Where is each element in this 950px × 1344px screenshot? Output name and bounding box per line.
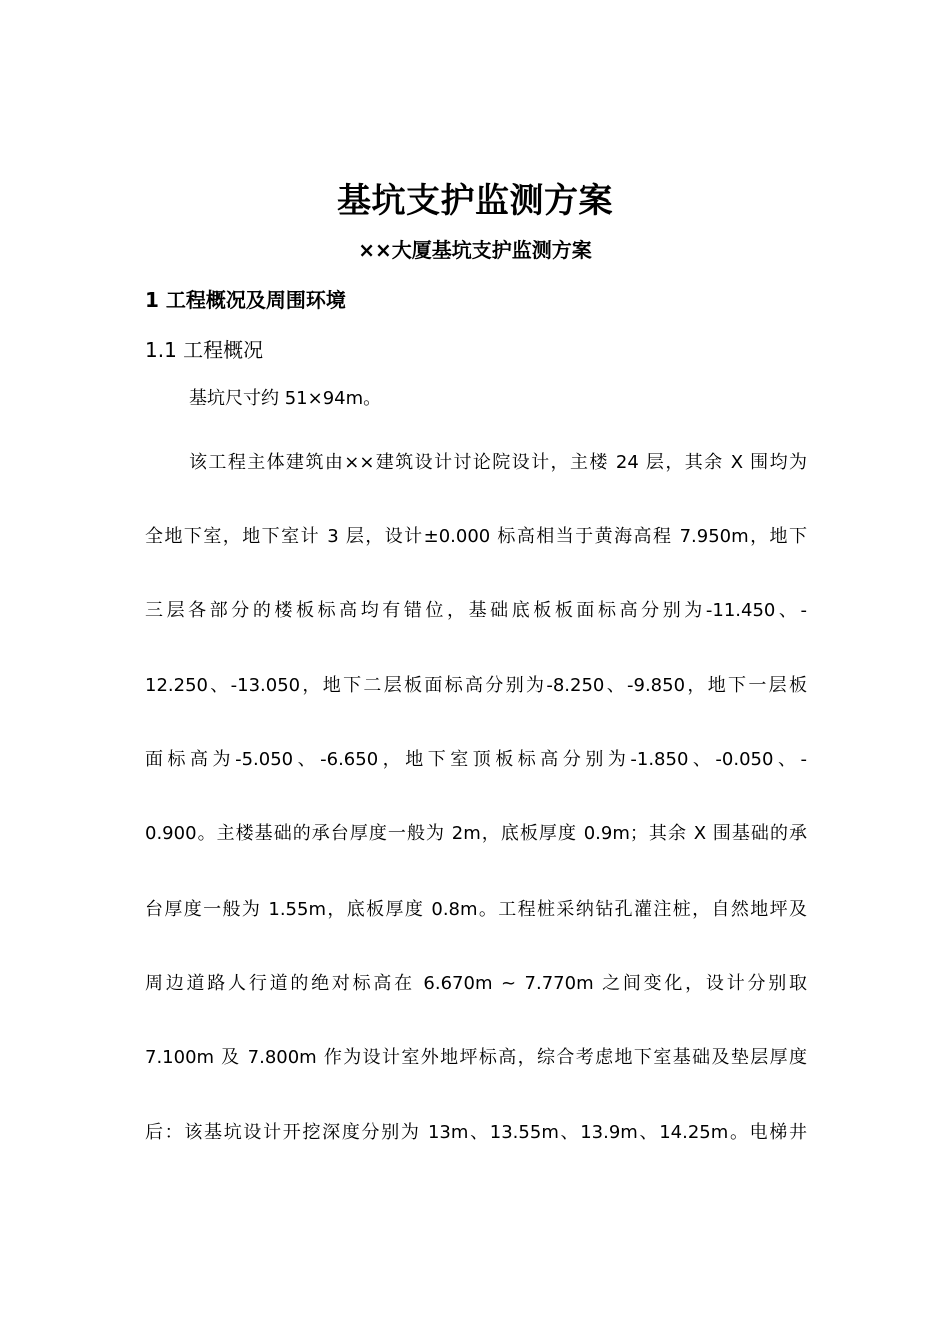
paragraph-line: 0.900。主楼基础的承台厚度一般为 2m，底板厚度 0.9m；其余 X 围基础的承 xyxy=(145,823,807,844)
document-subtitle: ××大厦基坑支护监测方案 xyxy=(358,238,592,262)
paragraph-line: 全地下室，地下室计 3 层，设计±0.000 标高相当于黄海高程 7.950m，地下 xyxy=(145,526,807,547)
paragraph-line: 7.100m 及 7.800m 作为设计室外地坪标高，综合考虑地下室基础及垫层厚度 xyxy=(145,1047,807,1068)
paragraph-line: 面标高为-5.050、-6.650，地下室顶板标高分别为-1.850、-0.050、- xyxy=(145,749,807,770)
paragraph-line: 台厚度一般为 1.55m，底板厚度 0.8m。工程桩采纳钻孔灌注桩，自然地坪及 xyxy=(145,899,807,920)
paragraph-line: 周边道路人行道的绝对标高在 6.670m ~ 7.770m 之间变化，设计分别取 xyxy=(145,973,807,994)
pit-size-paragraph: 基坑尺寸约 51×94m。 xyxy=(189,388,382,409)
paragraph-line: 该工程主体建筑由××建筑设计讨论院设计，主楼 24 层，其余 X 围均为 xyxy=(189,452,807,473)
section-heading-1: 1 工程概况及周围环境 xyxy=(145,288,346,312)
section-heading-1-1: 1.1 工程概况 xyxy=(145,338,264,362)
paragraph-line: 12.250、-13.050，地下二层板面标高分别为-8.250、-9.850，地下一层板 xyxy=(145,675,807,696)
paragraph-line: 后：该基坑设计开挖深度分别为 13m、13.55m、13.9m、14.25m。电梯井 xyxy=(145,1122,807,1143)
document-title: 基坑支护监测方案 xyxy=(337,181,613,221)
paragraph-line: 三层各部分的楼板标高均有错位，基础底板板面标高分别为-11.450、- xyxy=(145,600,807,621)
